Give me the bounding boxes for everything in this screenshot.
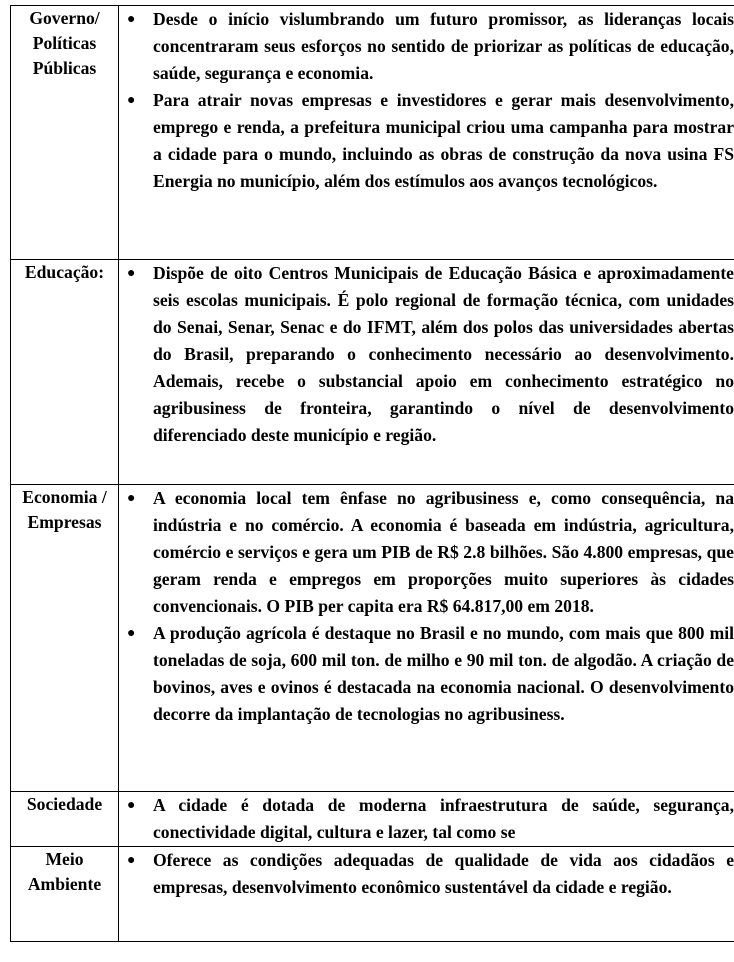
bullet-list xyxy=(119,847,734,901)
bullet-item: ● A economia local tem ênfase no agribusiness e, como consequência, na indústria e no comércio. A economia é baseada em indústria, agricultura, comércio e serviços e gera um PIB de R$ 2.8 bilhões. São 4.800 empresas, que geram renda e empregos em proporções muito superiores às cidades convencionais. O PIB per capita era R$ 64.817,00 em 2018. xyxy=(119,485,734,620)
row-content xyxy=(119,260,734,485)
bullet-item: ● A cidade é dotada de moderna infraestrutura de saúde, segurança, conectividade digital, cultura e lazer, tal como se xyxy=(119,792,734,846)
bullet-item: ● A produção agrícola é destaque no Brasil e no mundo, com mais que 800 mil toneladas de soja, 600 mil ton. de milho e 90 mil ton. de algodão. A criação de bovinos, aves e ovinos é destacada na economia nacional. O desenvolvimento decorre da implantação de tecnologias no agribusiness. xyxy=(119,620,734,728)
row-label: Governo/ Políticas Públicas xyxy=(11,6,119,260)
bullet-list xyxy=(119,260,734,449)
bullet-item: ● Dispõe de oito Centros Municipais de Educação Básica e aproximadamente seis escolas municipais. É polo regional de formação técnica, com unidades do Senai, Senar, Senac e do IFMT, além dos polos das universidades abertas do Brasil, preparando o conhecimento necessário ao desenvolvimento. Ademais, recebe o substancial apoio em conhecimento estratégico no agribusiness de fronteira, garantindo o nível de desenvolvimento diferenciado deste município e região. xyxy=(119,260,734,449)
row-label: Economia / Empresas xyxy=(11,485,119,792)
table-row xyxy=(11,485,734,792)
content-table xyxy=(10,5,734,942)
table-row xyxy=(11,6,734,260)
bullet-list xyxy=(119,485,734,728)
bullet-item: ● Desde o início vislumbrando um futuro promissor, as lideranças locais concentraram seus esforços no sentido de priorizar as políticas de educação, saúde, segurança e economia. xyxy=(119,6,734,87)
table-row xyxy=(11,792,734,847)
row-label: Sociedade xyxy=(11,792,119,847)
row-label: Meio Ambiente xyxy=(11,847,119,942)
table-row xyxy=(11,847,734,942)
bullet-list xyxy=(119,792,734,846)
bullet-item: ● Para atrair novas empresas e investidores e gerar mais desenvolvimento, emprego e renda, a prefeitura municipal criou uma campanha para mostrar a cidade para o mundo, incluindo as obras de construção da nova usina FS Energia no município, além dos estímulos aos avanços tecnológicos. xyxy=(119,87,734,195)
bullet-item: ● Oferece as condições adequadas de qualidade de vida aos cidadãos e empresas, desenvolvimento econômico sustentável da cidade e região. xyxy=(119,847,734,901)
bullet-list xyxy=(119,6,734,195)
row-content xyxy=(119,485,734,792)
row-content xyxy=(119,847,734,942)
clipped-content xyxy=(119,792,734,846)
row-content xyxy=(119,6,734,260)
row-content xyxy=(119,792,734,847)
table-row xyxy=(11,260,734,485)
row-label: Educação: xyxy=(11,260,119,485)
